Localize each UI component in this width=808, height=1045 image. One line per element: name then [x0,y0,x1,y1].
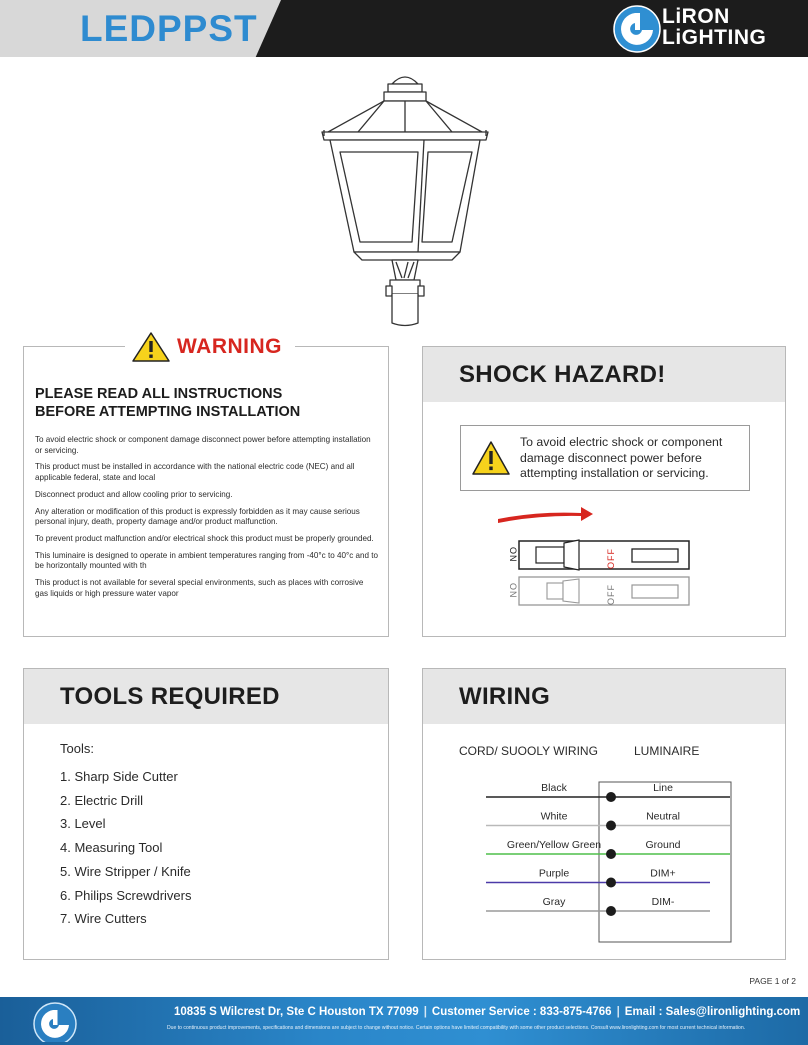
warning-badge [125,331,295,363]
footer-address: 10835 S Wilcrest Dr, Ste C Houston TX 77099 [174,1006,419,1018]
tools-label: Tools: [60,741,94,756]
supply-wiring-header: CORD/ SUOOLY WIRING [459,744,598,758]
shock-hazard-title-bar [423,347,785,402]
supply-wire-label: Black [541,782,567,794]
liron-logo-icon [612,4,662,54]
tool-item: 1. Sharp Side Cutter [60,769,178,784]
shock-hazard-panel [422,346,786,637]
supply-wire-label: Green/Yellow Green [506,839,602,851]
shock-hazard-notice [460,425,750,491]
breaker-switch-illustration [493,497,693,612]
tools-body [60,741,192,931]
page-number: PAGE 1 of 2 [749,976,796,986]
wire-nut-icon [606,906,616,916]
switch-off-label-faded: OFF [606,584,616,605]
wiring-title-bar [423,669,785,724]
page-footer [0,997,808,1045]
page-header [0,0,808,57]
warning-paragraph: Disconnect product and allow cooling prior to servicing. [35,489,233,499]
warning-heading-line-1: PLEASE READ ALL INSTRUCTIONS [35,386,283,402]
footer-disclaimer: Due to continuous product improvements, specifications and dimensions are subject to change without notice. Certain options have limited compatibility with some other product selections. Consult www.lironlighting.com for most current technical information. [167,1025,746,1031]
warning-label: WARNING [177,335,282,358]
switch-on-label: ON [508,547,518,563]
brand-wordmark [662,6,766,48]
footer-separator: | [616,1006,620,1018]
wire-nut-icon [606,821,616,831]
footer-email: Email : Sales@lironlighting.com [624,1006,801,1018]
luminaire-header: LUMINAIRE [634,744,700,758]
wiring-diagram [478,777,738,947]
warning-paragraph: This product must be installed in accordance with the national electric code (NEC) and all applicable federal, state and local [35,462,355,482]
supply-wire-label: Gray [542,896,566,908]
tool-item: 7. Wire Cutters [60,911,147,927]
footer-service: Customer Service : 833-875-4766 [431,1006,612,1018]
tools-required-panel [23,668,389,960]
wire-nut-icon [606,792,616,802]
wiring-panel [422,668,786,960]
tool-item: 6. Philips Screwdrivers [60,887,192,903]
brand-line-1: LiRON [662,5,730,28]
luminaire-illustration [300,68,510,330]
warning-paragraph: To prevent product malfunction and/or electrical shock this product must be properly grounded. [35,533,374,543]
supply-wire-label: Purple [538,867,570,880]
shock-hazard-title: SHOCK HAZARD! [459,361,666,388]
warning-heading-line-2: BEFORE ATTEMPTING INSTALLATION [35,404,301,420]
luminaire-wire-label: DIM+ [650,867,676,880]
luminaire-wire-label: Neutral [646,810,680,823]
tool-item: 2. Electric Drill [60,792,144,808]
switch-off-label: OFF [606,548,616,569]
warning-heading [35,385,375,421]
model-title: LEDPPST [80,8,258,49]
tools-title-bar [24,669,388,724]
tool-item: 3. Level [60,816,106,832]
warning-paragraph: This luminaire is designed to operate in ambient temperatures ranging from -40°c to 40°c and to be horizontally mounted with th [35,550,378,571]
warning-paragraph: Any alteration or modification of this product is expressly forbidden as it may cause serious personal injury, death, property damage and/or product malfunction. [35,506,360,527]
tool-item: 5. Wire Stripper / Knife [60,863,191,879]
footer-separator: | [423,1006,427,1018]
wire-nut-icon [606,849,616,859]
warning-triangle-icon [131,331,171,363]
red-arrow-icon [498,507,593,523]
tools-title: TOOLS REQUIRED [60,683,280,710]
wire-nut-icon [606,878,616,888]
supply-wire-label: White [540,810,568,823]
tool-item: 4. Measuring Tool [60,840,163,856]
luminaire-wire-label: DIM- [651,896,675,908]
footer-contact [174,1006,800,1018]
warning-panel [23,335,389,637]
warning-paragraph: To avoid electric shock or component damage disconnect power before attempting installation or servicing. [35,435,371,455]
wiring-title: WIRING [459,683,551,710]
shock-hazard-message: To avoid electric shock or component damage disconnect power before attempting installation or servicing. [520,435,723,480]
luminaire-wire-label: Line [653,782,673,794]
liron-logo-icon [28,1002,78,1042]
luminaire-wire-label: Ground [645,839,681,851]
warning-paragraph: This product is not available for several special environments, such as places with corrosive gas liquids or high pressure water vapor [35,578,364,598]
warning-body [35,435,378,605]
tools-list [60,765,192,931]
brand-line-2: LiGHTING [662,26,767,49]
warning-triangle-icon [471,440,511,476]
switch-on-label-faded: ON [508,583,518,599]
